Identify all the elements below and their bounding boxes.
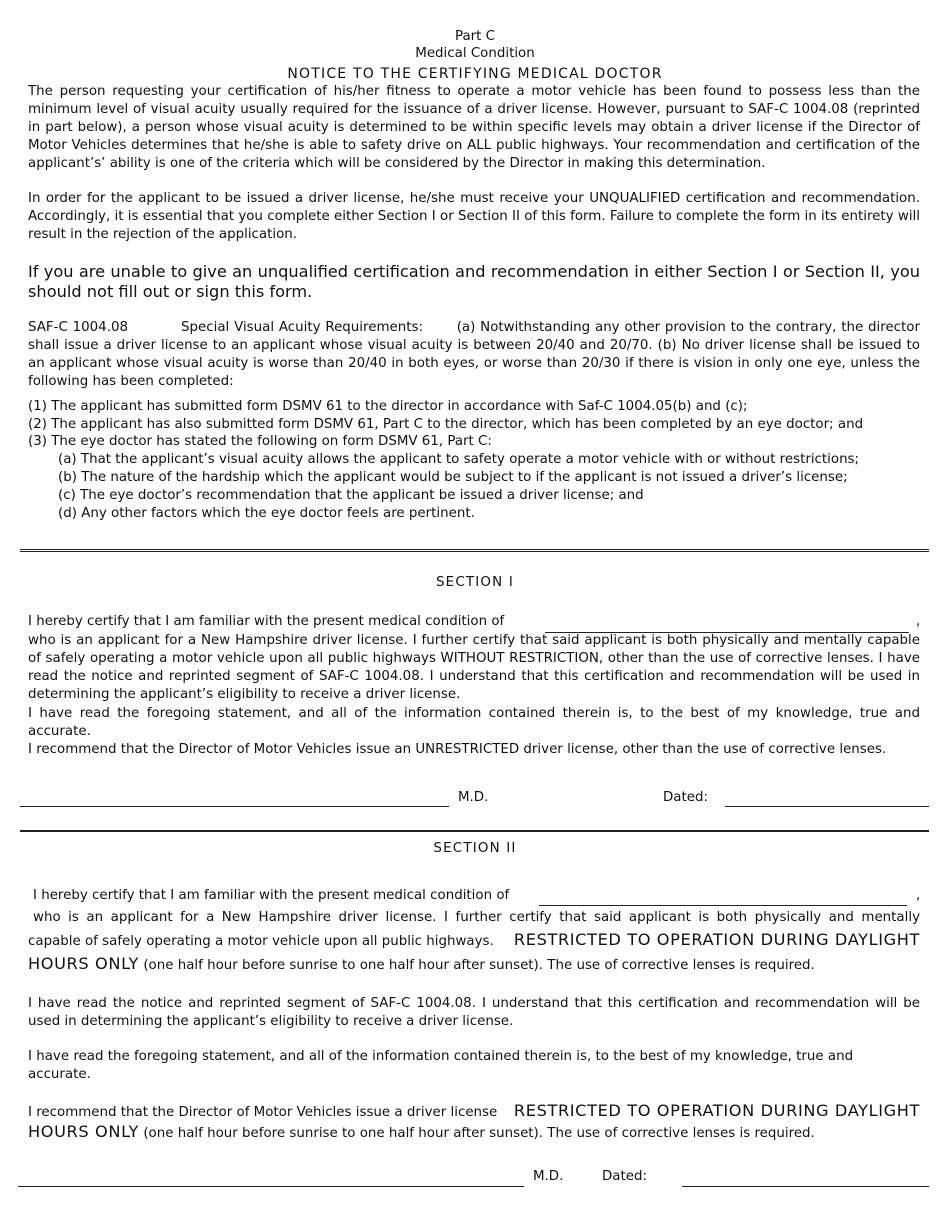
warning-text: If you are unable to give an unqualified certification and recommendation in either Section I or Section II, you should not fill out or sign this form.: [28, 262, 920, 301]
section-2-date-field[interactable]: [682, 1186, 929, 1187]
section-1-signature-field[interactable]: [20, 806, 449, 807]
section-2-cert-line: [28, 930, 920, 953]
section-2-recommend-line: [28, 1122, 815, 1145]
sub-list-item: (b) The nature of the hardship which the applicant would be subject to if the applicant is not issued a driver’s license;: [58, 470, 848, 485]
section-1-cert-text: who is an applicant for a New Hampshire driver license. I further certify that said applicant is both physically and mentally capable of safely operating a motor vehicle upon all public highways WITHOUT RESTRICTION, other than the use of corrective lenses. I have read the notice and reprinted segment of SAF-C 1004.08. I understand that this certification and recommendation will be used in determining the applicant’s eligibility to receive a driver license.: [28, 633, 920, 702]
section-2-restriction: RESTRICTED TO OPERATION DURING DAYLIGHT: [513, 930, 920, 949]
notice-paragraph-1: The person requesting your certification of his/her fitness to operate a motor vehicle has been found to possess less than the minimum level of visual acuity usually required for the issuance of a driver license. However, pursuant to SAF-C 1004.08 (reprinted in part below), a person whose visual acuity is determined to be within specific levels may obtain a driver license if the Director of Motor Vehicles determines that he/she is able to safety drive on ALL public highways. Your recommendation and certification of the applicant’s’ ability is one of the criteria which will be considered by the Director in making this determination.: [28, 84, 920, 171]
notice-paragraph-2: In order for the applicant to be issued a driver license, he/she must receive your UNQUALIFIED certification and recommendation. Accordingly, it is essential that you complete either Section I or Section II of this form. Failure to complete the form in its entirety will result in the rejection of the application.: [28, 191, 920, 242]
list-item: (2) The applicant has also submitted form DSMV 61, Part C to the director, which has been completed by an eye doctor; and: [28, 417, 864, 432]
rule-paragraph: [28, 319, 920, 391]
list-item: (3) The eye doctor has stated the following on form DSMV 61, Part C:: [28, 434, 492, 449]
sub-list-item: (c) The eye doctor’s recommendation that the applicant be issued a driver license; and: [58, 488, 644, 503]
section-2-signature-field[interactable]: [18, 1186, 524, 1187]
section-1-md-label: M.D.: [458, 790, 489, 805]
section-2-restriction: HOURS ONLY: [28, 954, 140, 973]
section-2-cert-lead: I hereby certify that I am familiar with the present medical condition of: [33, 888, 510, 903]
section-1-cert-lead: I hereby certify that I am familiar with the present medical condition of: [28, 614, 505, 629]
rule-title: Special Visual Acuity Requirements:: [181, 320, 423, 335]
section-2-notice-read: I have read the notice and reprinted segment of SAF-C 1004.08. I understand that this certification and recommendation will be used in determining the applicant’s eligibility to receive a driver license.: [28, 996, 920, 1029]
section-2-cert-text: (one half hour before sunrise to one half hour after sunset). The use of corrective lenses is required.: [143, 958, 815, 973]
comma: ,: [916, 614, 921, 629]
section-2-recommend: I recommend that the Director of Motor Vehicles issue a driver license: [28, 1105, 498, 1120]
sub-list-item: (a) That the applicant’s visual acuity allows the applicant to safety operate a motor vehicle with or without restrictions;: [58, 452, 860, 467]
rule-text: (a) Notwithstanding any other provision to the contrary, the director shall issue a driver license to an applicant whose visual acuity is between 20/40 and 20/70. (b) No driver license shall be issued to an applicant whose visual acuity is worse than 20/40 in both eyes, or worse than 20/30 if there is vision in only one eye, unless the following has been completed:: [28, 320, 920, 389]
section-1-statement: I have read the foregoing statement, and all of the information contained therein is, to the best of my knowledge, true and accurate.: [28, 706, 920, 739]
section-2-title: SECTION II: [433, 841, 517, 856]
section-1-recommend: I recommend that the Director of Motor Vehicles issue an UNRESTRICTED driver license, other than the use of corrective lenses.: [28, 742, 887, 757]
section-2-statement: I have read the foregoing statement, and all of the information contained therein is, to the best of my knowledge, true and: [28, 1049, 854, 1064]
part-label: Part C: [454, 29, 496, 44]
section-1-date-field[interactable]: [725, 806, 929, 807]
section-1-title: SECTION I: [435, 575, 514, 590]
list-item: (1) The applicant has submitted form DSMV 61 to the director in accordance with Saf-C 1004.05(b) and (c);: [28, 399, 748, 414]
section-2-statement: accurate.: [28, 1067, 91, 1082]
section-divider: [20, 549, 929, 552]
section-2-restriction: HOURS ONLY: [28, 1122, 140, 1141]
section-2-patient-name-field[interactable]: [539, 905, 907, 906]
page-subtitle: Medical Condition: [415, 46, 535, 61]
section-1-dated-label: Dated:: [663, 790, 709, 805]
section-divider: [20, 830, 929, 832]
section-2-recommend: (one half hour before sunrise to one half hour after sunset). The use of corrective lenses is required.: [143, 1126, 815, 1141]
notice-title: NOTICE TO THE CERTIFYING MEDICAL DOCTOR: [287, 66, 663, 82]
section-2-recommend-line: [28, 1101, 920, 1124]
section-2-cert-line: who is an applicant for a New Hampshire driver license. I further certify that said applicant is both physically and mentally: [33, 910, 920, 925]
section-2-dated-label: Dated:: [602, 1169, 648, 1184]
section-2-cert-line: [28, 954, 815, 977]
sub-list-item: (d) Any other factors which the eye doctor feels are pertinent.: [58, 506, 475, 521]
comma: ,: [916, 888, 921, 903]
section-2-md-label: M.D.: [533, 1169, 564, 1184]
rule-code: SAF-C 1004.08: [28, 320, 128, 335]
section-2-restriction: RESTRICTED TO OPERATION DURING DAYLIGHT: [513, 1101, 920, 1120]
section-2-cert-text: capable of safely operating a motor vehicle upon all public highways.: [28, 934, 494, 949]
